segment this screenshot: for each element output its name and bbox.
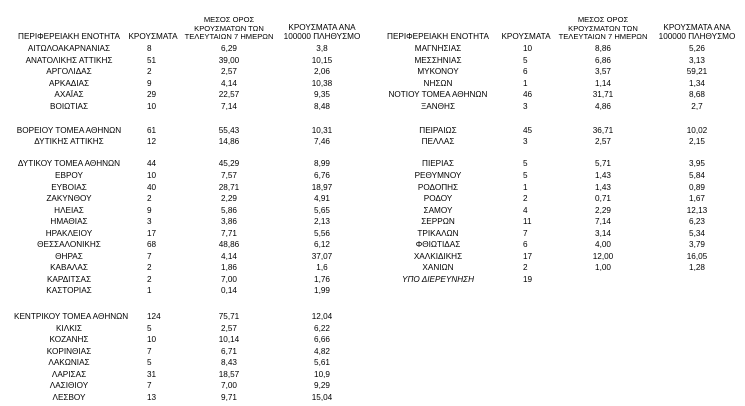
left-table (0, 0, 370, 406)
cases-cell: 2 (523, 194, 528, 203)
mean-cell: 18,57 (218, 369, 240, 379)
table-row (372, 228, 742, 239)
cases-cell: 46 (523, 90, 533, 99)
cases-cell: 1 (147, 286, 152, 295)
unit-name: ΦΘΙΩΤΙΔΑΣ (415, 240, 461, 249)
mean-cell: 4,86 (595, 101, 611, 111)
unit-name: ΔΥΤΙΚΟΥ ΤΟΜΕΑ ΑΘΗΝΩΝ (17, 159, 121, 168)
rate-cell: 6,23 (689, 217, 705, 226)
mean-cell: 1,86 (221, 263, 237, 272)
unit-name: ΣΑΜΟΥ (423, 205, 453, 215)
unit-name: ΒΟΙΩΤΙΑΣ (49, 101, 89, 111)
mean-cell: 14,86 (218, 137, 240, 146)
rate-cell: 3,8 (316, 44, 328, 53)
cases-cell: 10 (147, 171, 157, 180)
rate-cell: 2,15 (689, 137, 705, 146)
unit-name: ΛΑΣΙΘΙΟΥ (49, 381, 89, 390)
unit-name: ΕΥΒΟΙΑΣ (51, 182, 87, 192)
rate-cell: 6,22 (314, 323, 330, 333)
table-row (372, 89, 742, 100)
unit-name: ΛΕΣΒΟΥ (52, 392, 86, 402)
unit-name: ΤΡΙΚΑΛΩΝ (417, 228, 459, 238)
cases-cell: 3 (147, 217, 152, 226)
table-row (372, 66, 742, 77)
mean-cell: 0,71 (595, 194, 611, 203)
cases-cell: 6 (523, 240, 528, 249)
header-unit-right: ΠΕΡΙΦΕΡΕΙΑΚΗ ΕΝΟΤΗΤΑ (387, 32, 489, 41)
rate-cell: 9,29 (314, 381, 330, 390)
table-row (0, 55, 370, 66)
table-row (372, 55, 742, 66)
header-mean-line3: ΤΕΛΕΥΤΑΙΩΝ 7 ΗΜΕΡΩΝ (184, 32, 274, 42)
unit-name: ΗΡΑΚΛΕΙΟΥ (45, 228, 93, 238)
cases-cell: 3 (523, 137, 528, 146)
cases-cell: 7 (147, 251, 152, 261)
table-row (0, 66, 370, 77)
mean-cell: 1,43 (595, 182, 611, 192)
rate-cell: 3,13 (689, 55, 705, 65)
mean-cell: 4,00 (595, 240, 611, 249)
table-row (0, 380, 370, 391)
mean-cell: 6,86 (595, 55, 611, 65)
unit-name: ΘΗΡΑΣ (55, 251, 83, 261)
rate-cell: 10,15 (311, 55, 333, 65)
unit-name: ΝΟΤΙΟΥ ΤΟΜΕΑ ΑΘΗΝΩΝ (388, 90, 488, 99)
table-row (0, 311, 370, 322)
mean-cell: 2,57 (595, 137, 611, 146)
unit-name: ΑΙΤΩΛΟΑΚΑΡΝΑΝΙΑΣ (27, 44, 111, 53)
table-row (0, 392, 370, 403)
table-row (0, 89, 370, 100)
table-row (0, 216, 370, 227)
table-row (0, 334, 370, 345)
rate-cell: 10,9 (314, 369, 330, 379)
header-rate-right-line1: ΚΡΟΥΣΜΑΤΑ ΑΝΑ (663, 23, 731, 32)
rate-cell: 7,46 (314, 137, 330, 146)
rate-cell: 59,21 (686, 67, 708, 76)
unit-name: ΗΛΕΙΑΣ (54, 205, 84, 215)
cases-cell: 5 (523, 159, 528, 168)
cases-cell: 7 (147, 346, 152, 356)
mean-cell: 5,86 (221, 205, 237, 215)
rate-cell: 1,6 (316, 263, 328, 272)
rate-cell: 8,68 (689, 90, 705, 99)
unit-name: ΚΑΒΑΛΑΣ (50, 263, 88, 272)
unit-name: ΒΟΡΕΙΟΥ ΤΟΜΕΑ ΑΘΗΝΩΝ (16, 125, 122, 135)
rate-cell: 16,05 (686, 251, 708, 261)
unit-name: ΑΝΑΤΟΛΙΚΗΣ ΑΤΤΙΚΗΣ (25, 55, 113, 65)
unit-name: ΕΒΡΟΥ (55, 171, 83, 180)
mean-cell: 75,71 (218, 312, 240, 321)
header-cases-right: ΚΡΟΥΣΜΑΤΑ (501, 32, 551, 41)
unit-name: ΚΙΛΚΙΣ (55, 323, 82, 333)
cases-cell: 7 (147, 381, 152, 390)
rate-cell: 12,13 (686, 205, 708, 215)
mean-cell: 36,71 (592, 125, 614, 135)
table-row (0, 369, 370, 380)
unit-name: ΑΡΚΑΔΙΑΣ (48, 78, 90, 88)
mean-cell: 1,00 (595, 263, 611, 272)
table-row (0, 357, 370, 368)
table-row (0, 136, 370, 147)
mean-cell: 10,14 (218, 335, 240, 344)
rate-cell: 1,28 (689, 263, 705, 272)
table-row (372, 136, 742, 147)
table-row (372, 193, 742, 204)
mean-cell: 7,71 (221, 228, 237, 238)
unit-name: ΑΧΑΪΑΣ (54, 90, 84, 99)
mean-cell: 45,29 (218, 159, 240, 168)
table-row (0, 205, 370, 216)
mean-cell: 4,14 (221, 78, 237, 88)
table-row (0, 262, 370, 273)
unit-name: ΣΕΡΡΩΝ (421, 217, 455, 226)
cases-cell: 2 (147, 194, 152, 203)
unit-name: ΡΕΘΥΜΝΟΥ (414, 171, 462, 180)
mean-cell: 3,14 (595, 228, 611, 238)
cases-cell: 17 (523, 251, 533, 261)
unit-name: ΜΕΣΣΗΝΙΑΣ (414, 55, 462, 65)
cases-cell: 7 (523, 228, 528, 238)
header-unit: ΠΕΡΙΦΕΡΕΙΑΚΗ ΕΝΟΤΗΤΑ (18, 32, 120, 41)
table-row (372, 239, 742, 250)
header-rate-right-line2: 100000 ΠΛΗΘΥΣΜΟ (658, 31, 736, 41)
cases-cell: 6 (523, 67, 528, 76)
table-row (0, 43, 370, 54)
cases-cell: 4 (523, 205, 528, 215)
mean-cell: 1,43 (595, 171, 611, 180)
rate-cell: 3,95 (689, 159, 705, 168)
mean-cell: 55,43 (218, 125, 240, 135)
mean-cell: 7,14 (221, 101, 237, 111)
rate-cell: 9,35 (314, 90, 330, 99)
cases-cell: 13 (147, 392, 157, 402)
table-row (0, 323, 370, 334)
right-table (372, 0, 745, 406)
table-row (372, 251, 742, 262)
cases-cell: 5 (523, 55, 528, 65)
rate-cell: 4,82 (314, 346, 330, 356)
cases-cell: 2 (523, 263, 528, 272)
unit-name: ΚΕΝΤΡΙΚΟΥ ΤΟΜΕΑ ΑΘΗΝΩΝ (14, 312, 129, 321)
table-row (0, 285, 370, 296)
unit-name: ΠΕΙΡΑΙΩΣ (419, 125, 457, 135)
mean-cell: 7,00 (221, 274, 237, 284)
table-row (372, 205, 742, 216)
rate-cell: 5,65 (314, 205, 330, 215)
unit-name: ΚΑΣΤΟΡΙΑΣ (46, 286, 92, 295)
header-rate (280, 24, 364, 41)
unit-name: ΚΟΖΑΝΗΣ (49, 335, 89, 344)
unit-name: ΚΑΡΔΙΤΣΑΣ (46, 274, 92, 284)
mean-cell: 6,29 (221, 44, 237, 53)
table-row (372, 182, 742, 193)
table-row (372, 216, 742, 227)
header-mean-right-line2: ΚΡΟΥΣΜΑΤΩΝ ΤΩΝ (568, 23, 638, 33)
unit-name: ΠΕΛΛΑΣ (421, 137, 455, 146)
cases-cell: 2 (147, 67, 152, 76)
header-mean (180, 16, 278, 42)
rate-cell: 2,06 (314, 67, 330, 76)
rate-cell: 18,97 (311, 182, 333, 192)
cases-cell: 40 (147, 182, 157, 192)
rate-cell: 10,38 (311, 78, 333, 88)
mean-cell: 2,29 (221, 194, 237, 203)
cases-cell: 5 (147, 323, 152, 333)
mean-cell: 31,71 (592, 90, 614, 99)
mean-cell: 2,57 (221, 323, 237, 333)
cases-cell: 31 (147, 369, 157, 379)
header-mean-right-line3: ΤΕΛΕΥΤΑΙΩΝ 7 ΗΜΕΡΩΝ (558, 32, 648, 42)
rate-cell: 5,56 (314, 228, 330, 238)
rate-cell: 5,84 (689, 171, 705, 180)
table-row (372, 125, 742, 136)
unit-name: ΜΥΚΟΝΟΥ (417, 67, 459, 76)
cases-cell: 5 (523, 171, 528, 180)
rate-cell: 5,61 (314, 358, 330, 367)
rate-cell: 6,66 (314, 335, 330, 344)
cases-cell: 12 (147, 137, 157, 146)
cases-cell: 10 (147, 335, 157, 344)
header-mean-line2: ΚΡΟΥΣΜΑΤΩΝ ΤΩΝ (194, 23, 264, 33)
unit-name: ΝΗΣΩΝ (423, 78, 453, 88)
mean-cell: 28,71 (218, 182, 240, 192)
mean-cell: 1,14 (595, 78, 611, 88)
table-row (372, 43, 742, 54)
header-cases: ΚΡΟΥΣΜΑΤΑ (128, 32, 178, 41)
table-row (0, 346, 370, 357)
mean-cell: 4,14 (221, 251, 237, 261)
rate-cell: 1,76 (314, 274, 330, 284)
unit-name: ΞΑΝΘΗΣ (420, 101, 456, 111)
rate-cell: 37,07 (311, 251, 333, 261)
table-row (372, 262, 742, 273)
table-row (0, 251, 370, 262)
header-rate-line1: ΚΡΟΥΣΜΑΤΑ ΑΝΑ (288, 23, 356, 32)
cases-cell: 68 (147, 240, 157, 249)
mean-cell: 22,57 (218, 90, 240, 99)
unit-name: ΘΕΣΣΑΛΟΝΙΚΗΣ (37, 240, 101, 249)
rate-cell: 10,02 (686, 125, 708, 135)
mean-cell: 2,29 (595, 205, 611, 215)
rate-cell: 4,91 (314, 194, 330, 203)
rate-cell: 8,48 (314, 101, 330, 111)
cases-cell: 44 (147, 159, 157, 168)
cases-cell: 10 (523, 44, 533, 53)
header-mean-line1: ΜΕΣΟΣ ΟΡΟΣ (203, 15, 255, 24)
mean-cell: 3,86 (221, 217, 237, 226)
table-row (0, 193, 370, 204)
table-row (0, 182, 370, 193)
mean-cell: 5,71 (595, 159, 611, 168)
table-row (0, 239, 370, 250)
table-row (372, 78, 742, 89)
cases-cell: 11 (523, 217, 532, 226)
cases-cell: 1 (523, 78, 528, 88)
cases-cell: 8 (147, 44, 152, 53)
unit-name: ΡΟΔΟΠΗΣ (417, 182, 459, 192)
rate-cell: 2,7 (691, 101, 703, 111)
mean-cell: 7,57 (221, 171, 237, 180)
mean-cell: 3,57 (595, 67, 611, 76)
table-row (0, 158, 370, 169)
rate-cell: 3,79 (689, 240, 705, 249)
rate-cell: 1,99 (314, 286, 330, 295)
rate-cell: 12,04 (311, 312, 333, 321)
cases-cell: 51 (147, 55, 157, 65)
cases-cell: 3 (523, 101, 528, 111)
cases-cell: 1 (523, 182, 528, 192)
table-row (0, 170, 370, 181)
table-row (0, 78, 370, 89)
unit-name: ΛΑΚΩΝΙΑΣ (48, 358, 90, 367)
cases-cell: 9 (147, 205, 152, 215)
rate-cell: 1,34 (689, 78, 705, 88)
cases-cell: 2 (147, 263, 152, 272)
rate-cell: 1,67 (689, 194, 705, 203)
unit-name: ΔΥΤΙΚΗΣ ΑΤΤΙΚΗΣ (34, 137, 104, 146)
mean-cell: 8,86 (595, 44, 611, 53)
table-row (372, 158, 742, 169)
rate-cell: 2,13 (314, 217, 330, 226)
header-rate-line2: 100000 ΠΛΗΘΥΣΜΟ (283, 31, 361, 41)
cases-cell: 45 (523, 125, 533, 135)
rate-cell: 15,04 (311, 392, 333, 402)
cases-cell: 19 (523, 274, 533, 284)
rate-cell: 10,31 (311, 125, 333, 135)
table-row (0, 125, 370, 136)
rate-cell: 6,12 (314, 240, 330, 249)
unit-name: ΚΟΡΙΝΘΙΑΣ (46, 346, 92, 356)
table-row (372, 170, 742, 181)
rate-cell: 0,89 (689, 182, 705, 192)
unit-name: ΖΑΚΥΝΘΟΥ (46, 194, 92, 203)
header-mean-right-line1: ΜΕΣΟΣ ΟΡΟΣ (577, 15, 629, 24)
header-rate-right (654, 24, 740, 41)
mean-cell: 7,14 (595, 217, 611, 226)
cases-cell: 17 (147, 228, 157, 238)
mean-cell: 6,71 (221, 346, 237, 356)
cases-cell: 2 (147, 274, 152, 284)
unit-name: ΧΑΛΚΙΔΙΚΗΣ (413, 251, 463, 261)
unit-name: ΑΡΓΟΛΙΔΑΣ (46, 67, 92, 76)
cases-cell: 9 (147, 78, 152, 88)
cases-cell: 10 (147, 101, 157, 111)
unit-name: ΗΜΑΘΙΑΣ (50, 217, 88, 226)
cases-cell: 61 (147, 125, 157, 135)
mean-cell: 48,86 (218, 240, 240, 249)
mean-cell: 12,00 (592, 251, 614, 261)
table-row (0, 274, 370, 285)
mean-cell: 9,71 (221, 392, 237, 402)
mean-cell: 0,14 (221, 286, 237, 295)
table-row (0, 228, 370, 239)
header-mean-right (554, 16, 652, 42)
unit-name: ΥΠΟ ΔΙΕΡΕΥΝΗΣΗ (402, 274, 474, 284)
unit-name: ΛΑΡΙΣΑΣ (51, 369, 87, 379)
mean-cell: 39,00 (218, 55, 240, 65)
rate-cell: 8,99 (314, 159, 330, 168)
mean-cell: 7,00 (221, 381, 237, 390)
table-row (0, 101, 370, 112)
rate-cell: 5,34 (689, 228, 705, 238)
mean-cell: 2,57 (221, 67, 237, 76)
unit-name: ΠΙΕΡΙΑΣ (422, 159, 454, 168)
cases-cell: 29 (147, 90, 157, 99)
table-row (372, 101, 742, 112)
unit-name: ΜΑΓΝΗΣΙΑΣ (414, 44, 462, 53)
unit-name: ΧΑΝΙΩΝ (422, 263, 454, 272)
rate-cell: 6,76 (314, 171, 330, 180)
rate-cell: 5,26 (689, 44, 705, 53)
table-row (372, 274, 742, 285)
cases-cell: 5 (147, 358, 152, 367)
mean-cell: 8,43 (221, 358, 237, 367)
unit-name: ΡΟΔΟΥ (423, 194, 453, 203)
cases-cell: 124 (147, 312, 161, 321)
